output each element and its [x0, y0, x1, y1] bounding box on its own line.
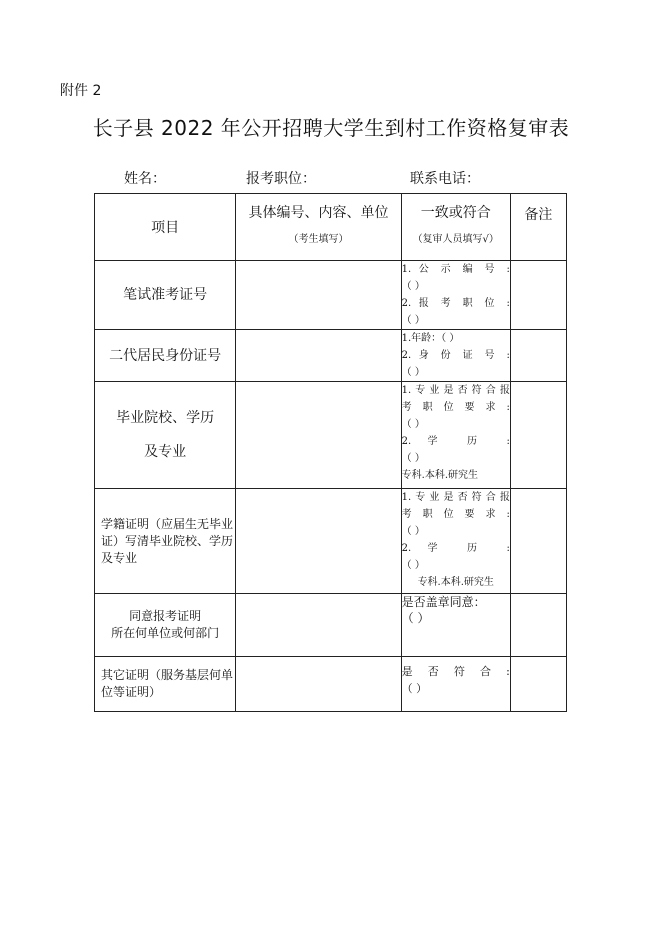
header-detail-title: 具体编号、内容、单位 [248, 205, 389, 221]
remark-field[interactable] [510, 657, 566, 712]
header-match-note: （复审人员填写√） [412, 234, 499, 245]
remark-field[interactable] [510, 594, 566, 657]
check-line: （ ） [401, 419, 425, 430]
check-line: 考 职 位 要 求 : [401, 509, 510, 520]
check-line: 1.年龄：（ ） [401, 333, 460, 344]
check-line: （ ） [401, 611, 430, 625]
row-item-line: 同意报考证明 [129, 609, 202, 623]
row-item-line: 毕业院校、学历 [116, 410, 215, 426]
header-remark [510, 194, 566, 261]
match-field[interactable] [401, 330, 510, 382]
table-row [95, 657, 567, 712]
remark-field[interactable] [510, 330, 566, 382]
row-item-line: 所在何单位或何部门 [111, 626, 220, 640]
check-line: （ ） [401, 526, 425, 537]
position-label: 报考职位： [246, 171, 316, 187]
row-item [95, 382, 236, 489]
check-line: （ ） [401, 281, 425, 292]
name-label: 姓名： [124, 171, 166, 187]
check-line: 是否盖章同意： [401, 595, 486, 609]
remark-field[interactable] [510, 489, 566, 594]
form-title: 长子县 2022 年公开招聘大学生到村工作资格复审表 [92, 116, 570, 140]
check-line: 1. 公 示 编 号 : [401, 264, 510, 275]
table-header-row [95, 194, 567, 261]
detail-field[interactable] [236, 261, 401, 330]
detail-field[interactable] [236, 657, 401, 712]
header-detail-note: （考生填写） [288, 234, 349, 245]
table-row [95, 382, 567, 489]
check-line: 专科.本科.研究生 [401, 470, 478, 481]
header-item: 项目 [95, 194, 236, 261]
match-field[interactable] [401, 261, 510, 330]
detail-field[interactable] [236, 382, 401, 489]
check-line: 1.专业是否符合报 [401, 492, 510, 503]
check-line: 专科.本科.研究生 [417, 577, 494, 588]
attachment-label: 附件 2 [60, 83, 102, 99]
match-field[interactable] [401, 594, 510, 657]
check-line: （ ） [401, 367, 425, 378]
check-line: 2. 学 历 : [401, 436, 510, 447]
header-match [401, 194, 510, 261]
review-table [94, 193, 567, 712]
detail-field[interactable] [236, 330, 401, 382]
check-line: 2. 报 考 职 位 : [401, 298, 510, 309]
table-row [95, 330, 567, 382]
match-field[interactable] [401, 657, 510, 712]
row-item-line: 及专业 [144, 444, 187, 460]
table-row [95, 261, 567, 330]
row-item: 二代居民身份证号 [95, 330, 236, 382]
row-item [95, 594, 236, 657]
detail-field[interactable] [236, 489, 401, 594]
header-match-title: 一致或符合 [420, 205, 491, 221]
phone-label: 联系电话： [410, 171, 480, 187]
row-item: 其它证明（服务基层何单位等证明） [95, 657, 236, 712]
check-line: （ ） [401, 315, 425, 326]
header-detail [236, 194, 401, 261]
check-line: 2. 身 份 证 号 : [401, 350, 510, 361]
check-line: 考 职 位 要 求 : [401, 402, 510, 413]
header-remark-title: 备注 [524, 207, 553, 223]
row-item: 笔试准考证号 [95, 261, 236, 330]
match-field[interactable] [401, 489, 510, 594]
check-line: （ ） [401, 682, 428, 695]
match-field[interactable] [401, 382, 510, 489]
table-row [95, 489, 567, 594]
check-line: 2. 学 历 : [401, 543, 510, 554]
check-line: （ ） [401, 560, 425, 571]
table-row [95, 594, 567, 657]
row-item: 学籍证明（应届生无毕业证）写清毕业院校、学历及专业 [95, 489, 236, 594]
remark-field[interactable] [510, 261, 566, 330]
remark-field[interactable] [510, 382, 566, 489]
check-line: 1.专业是否符合报 [401, 385, 510, 396]
check-line: （ ） [401, 453, 425, 464]
detail-field[interactable] [236, 594, 401, 657]
check-line: 是 否 符 合 : [401, 665, 510, 678]
